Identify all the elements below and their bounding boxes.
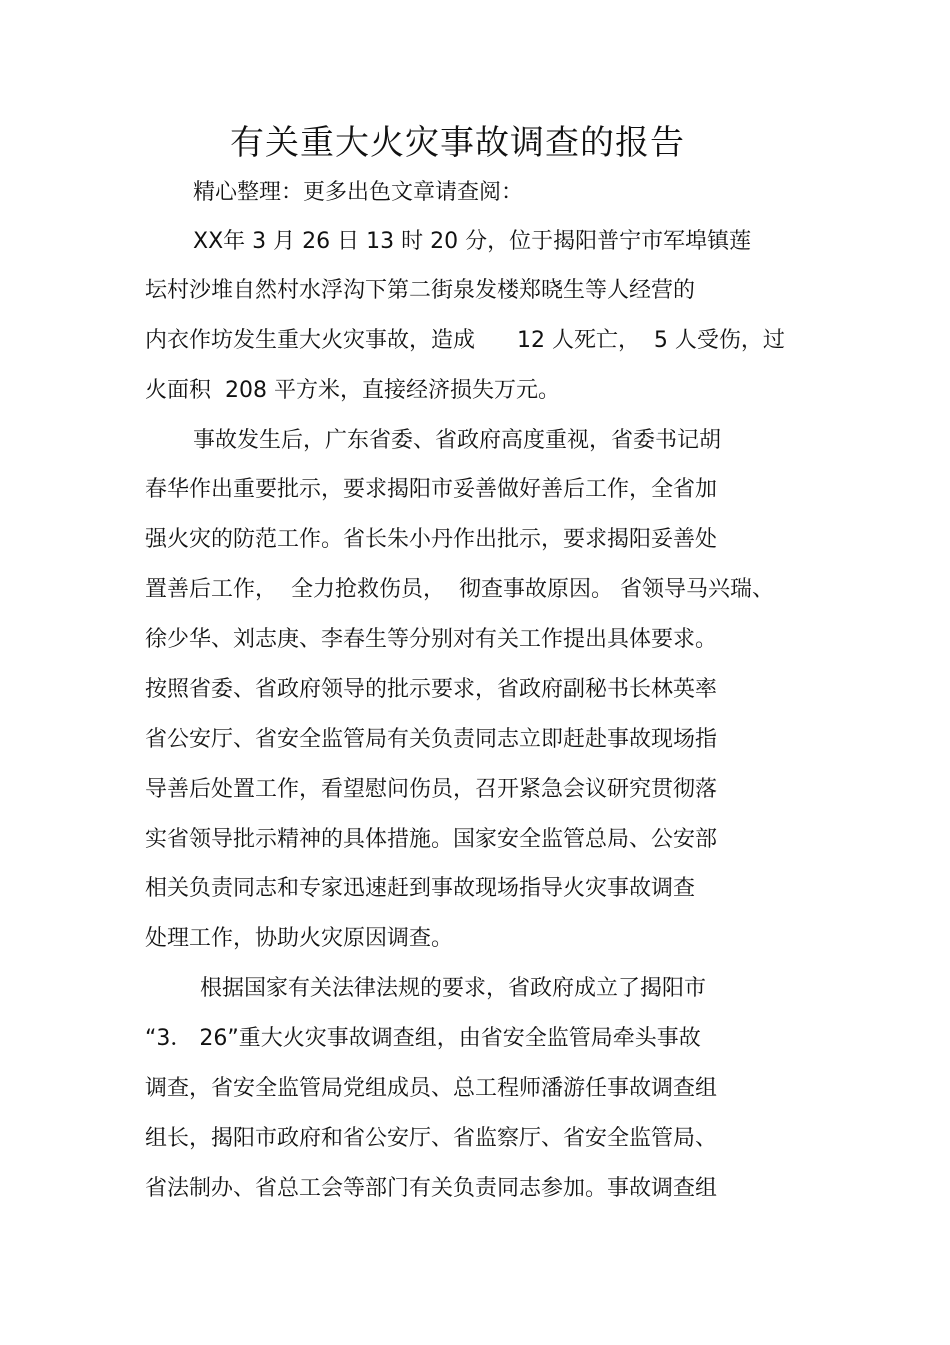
paragraph-line: 事故发生后，广东省委、省政府高度重视，省委书记胡 [193,428,722,453]
paragraph-line: 根据国家有关法律法规的要求，省政府成立了揭阳市 [193,976,706,1001]
document-subtitle: 精心整理：更多出色文章请查阅： [193,180,524,205]
paragraph-line: 徐少华、刘志庚、李春生等分别对有关工作提出具体要求。 [145,627,718,652]
paragraph-line: 组长，揭阳市政府和省公安厅、省监察厅、省安全监管局、 [145,1126,718,1151]
paragraph-line: 内衣作坊发生重大火灾事故，造成 12 人死亡， 5 人受伤，过 [145,328,785,353]
paragraph-line: 置善后工作， 全力抢救伤员， 彻查事故原因。 省领导马兴瑞、 [145,577,774,602]
paragraph-line: 强火灾的防范工作。省长朱小丹作出批示，要求揭阳妥善处 [145,527,718,552]
paragraph-line: 实省领导批示精神的具体措施。国家安全监管总局、公安部 [145,827,718,852]
paragraph-line: 导善后处置工作，看望慰问伤员，召开紧急会议研究贯彻落 [145,777,718,802]
paragraph-line: 坛村沙堆自然村水浮沟下第二街泉发楼郑晓生等人经营的 [145,278,696,303]
paragraph-line: 春华作出重要批示，要求揭阳市妥善做好善后工作，全省加 [145,477,718,502]
paragraph-line: 省法制办、省总工会等部门有关负责同志参加。事故调查组 [145,1176,718,1201]
paragraph-line: 省公安厅、省安全监管局有关负责同志立即赶赴事故现场指 [145,727,718,752]
paragraph-line: 处理工作，协助火灾原因调查。 [145,926,454,951]
document-title: 有关重大火灾事故调查的报告 [230,123,685,163]
paragraph-line: 按照省委、省政府领导的批示要求，省政府副秘书长林英率 [145,677,718,702]
paragraph-line: 火面积 208 平方米，直接经济损失万元。 [145,378,560,403]
paragraph-line: 相关负责同志和专家迅速赶到事故现场指导火灾事故调查 [145,876,696,901]
paragraph-line: XX年 3 月 26 日 13 时 20 分，位于揭阳普宁市军埠镇莲 [193,229,752,254]
paragraph-line: 调查，省安全监管局党组成员、总工程师潘游任事故调查组 [145,1076,718,1101]
paragraph-line: “3． 26”重大火灾事故调查组，由省安全监管局牵头事故 [145,1026,701,1051]
